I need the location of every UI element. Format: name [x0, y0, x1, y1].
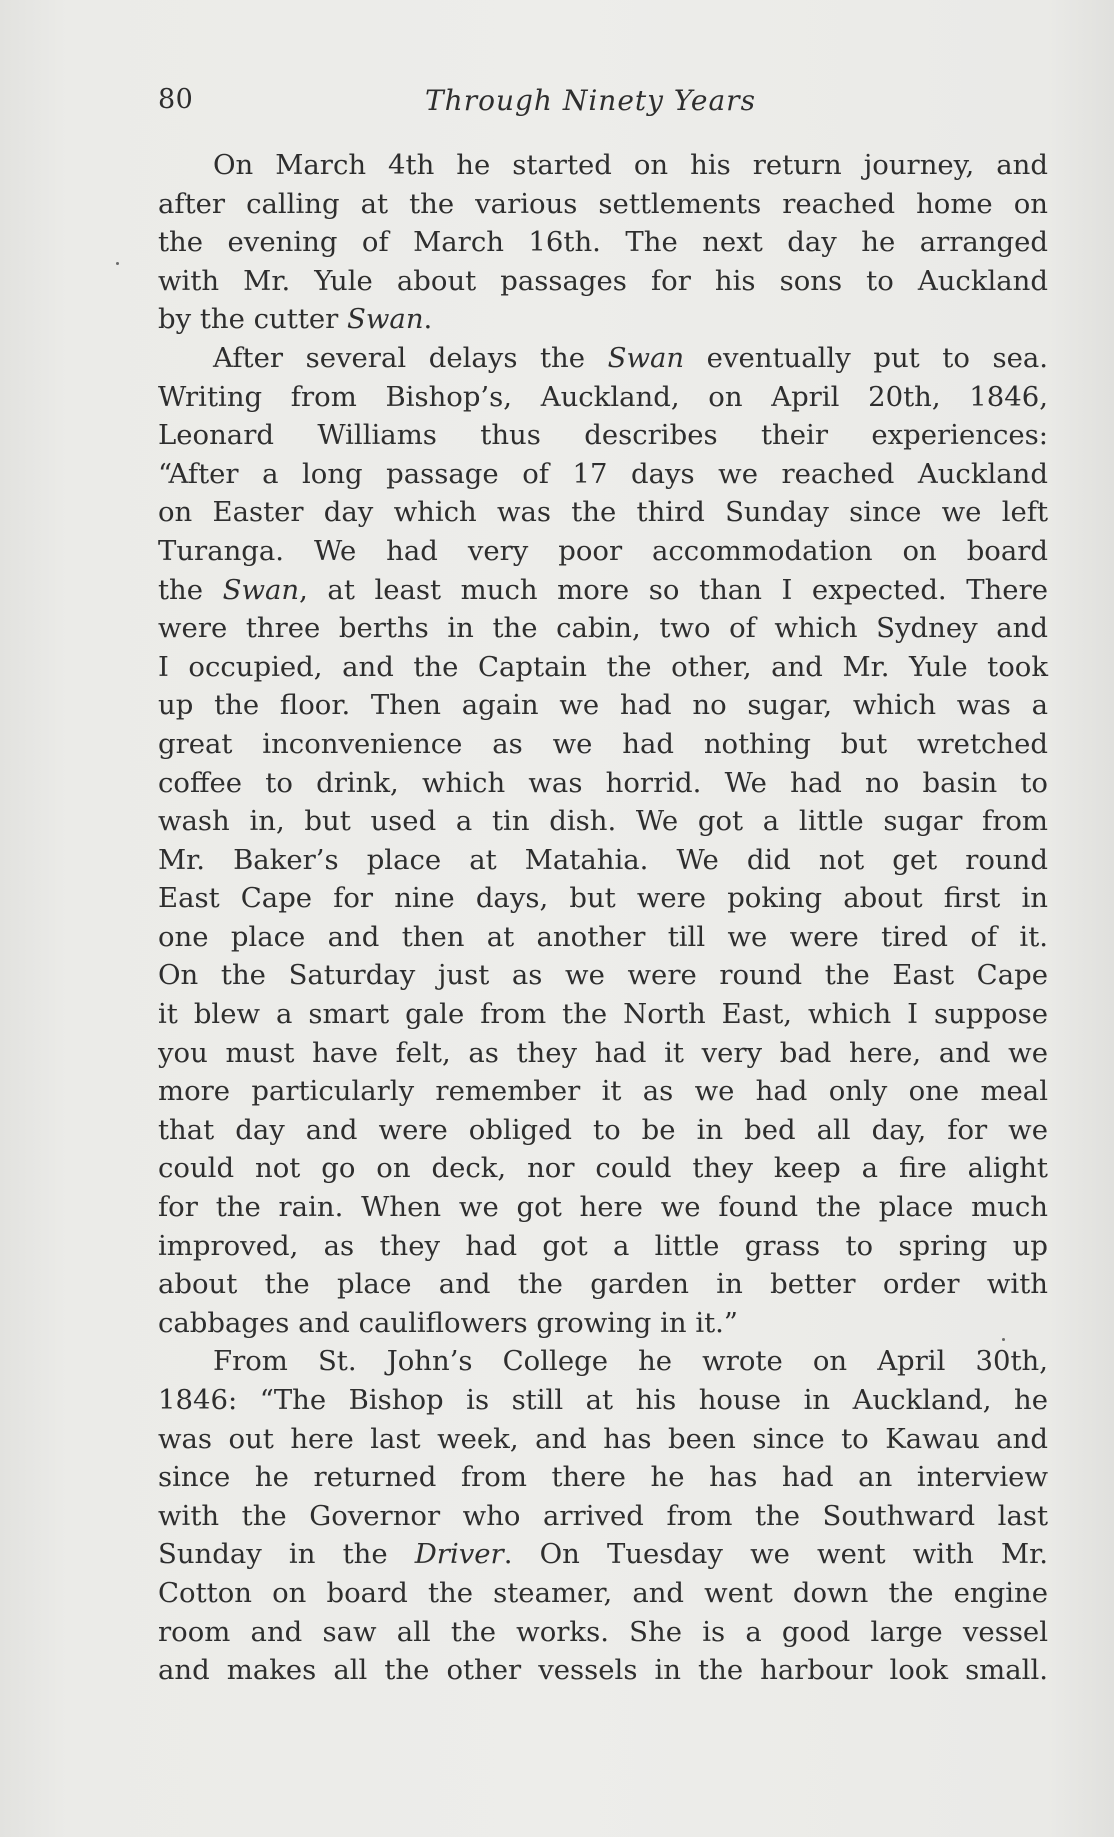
- text-line: that day and were obliged to be in bed all day, for we: [158, 1113, 1048, 1146]
- text-line: was out here last week, and has been since to Kawau and: [158, 1422, 1048, 1455]
- text-line: with Mr. Yule about passages for his sons to Auckland: [158, 264, 1048, 297]
- text-line: [158, 300, 1048, 339]
- text-run: After several delays the: [213, 341, 608, 374]
- text-line: On March 4th he started on his return journey, and: [213, 149, 1048, 181]
- text-line: could not go on deck, nor could they keep a fire alight: [158, 1152, 1048, 1185]
- text-line: on Easter day which was the third Sunday since we left: [158, 496, 1048, 529]
- text-line: and makes all the other vessels in the harbour look small.: [158, 1654, 1048, 1687]
- text-line: Cotton on board the steamer, and went down the engine: [158, 1576, 1048, 1609]
- text-line: great inconvenience as we had nothing but wretched: [158, 727, 1048, 760]
- text-line: On the Saturday just as we were round the East Cape: [158, 959, 1048, 992]
- text-line: “After a long passage of 17 days we reached Auckland: [158, 457, 1048, 490]
- text-line: coffee to drink, which was horrid. We had no basin to: [158, 766, 1048, 799]
- text-line: From St. John’s College he wrote on April 30th,: [213, 1345, 1048, 1378]
- text-line: Mr. Baker’s place at Matahia. We did not get round: [158, 843, 1048, 876]
- italic-name: Driver: [414, 1538, 504, 1571]
- page-number: 80: [158, 84, 194, 115]
- text-line: with the Governor who arrived from the Southward last: [158, 1499, 1048, 1532]
- text-line: it blew a smart gale from the North East, which I suppose: [158, 998, 1048, 1031]
- running-title: Through Ninety Years: [425, 84, 756, 117]
- text-run: . On Tuesday we went with Mr.: [503, 1538, 1048, 1571]
- text-run: Sunday in the: [158, 1538, 415, 1571]
- text-run: eventually put to sea.: [684, 341, 1048, 374]
- text-line: Leonard Williams thus describes their experiences:: [158, 419, 1048, 452]
- text-line: were three berths in the cabin, two of which Sydney and: [158, 612, 1048, 645]
- text-line: East Cape for nine days, but were poking about first in: [158, 882, 1048, 915]
- text-line: you must have felt, as they had it very bad here, and we: [158, 1036, 1048, 1069]
- italic-name: Swan: [607, 341, 685, 374]
- text-line: Writing from Bishop’s, Auckland, on April 20th, 1846,: [158, 380, 1048, 413]
- text-line: one place and then at another till we were tired of it.: [158, 920, 1048, 953]
- text-run: by the cutter: [158, 303, 348, 336]
- print-speck: [1002, 1338, 1005, 1341]
- text-line: improved, as they had got a little grass to spring up: [158, 1229, 1048, 1262]
- text-line: [158, 571, 1048, 610]
- text-line: room and saw all the works. She is a good large vessel: [158, 1615, 1048, 1648]
- italic-name: Swan: [222, 573, 300, 606]
- print-speck: [116, 262, 119, 265]
- text-line: since he returned from there he has had an interview: [158, 1461, 1048, 1494]
- text-line: 1846: “The Bishop is still at his house in Auckland, he: [158, 1384, 1048, 1416]
- text-run: the: [158, 573, 223, 606]
- italic-name: Swan: [347, 303, 424, 336]
- body-text: [158, 146, 1048, 1690]
- text-line: after calling at the various settlements reached home on: [158, 187, 1048, 220]
- text-line: for the rain. When we got here we found the place much: [158, 1191, 1048, 1224]
- text-run: , at least much more so than I expected. There: [299, 573, 1049, 606]
- text-line: cabbages and cauliflowers growing in it.”: [158, 1306, 738, 1339]
- text-line: the evening of March 16th. The next day he arranged: [158, 226, 1048, 259]
- text-line: Turanga. We had very poor accommodation on board: [158, 534, 1048, 567]
- running-head: [158, 84, 1048, 124]
- text-line: [158, 339, 1048, 378]
- text-line: more particularly remember it as we had only one meal: [158, 1075, 1048, 1108]
- text-line: up the floor. Then again we had no sugar, which was a: [158, 689, 1048, 722]
- text-line: wash in, but used a tin dish. We got a little sugar from: [158, 805, 1048, 838]
- text-line: [158, 1535, 1048, 1574]
- text-line: about the place and the garden in better order with: [158, 1268, 1048, 1301]
- text-run: .: [423, 303, 433, 336]
- text-line: I occupied, and the Captain the other, and Mr. Yule took: [158, 650, 1048, 683]
